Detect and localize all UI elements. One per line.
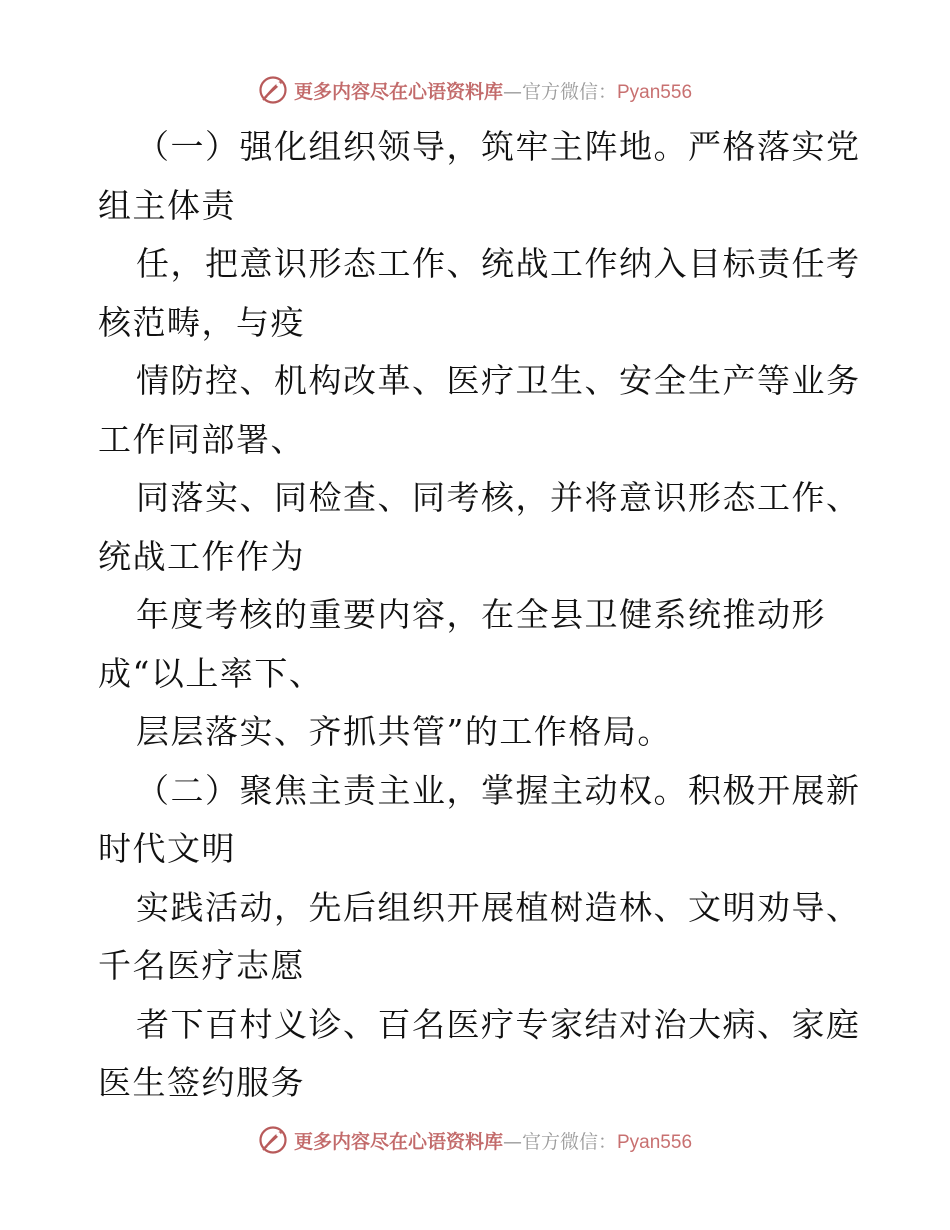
pen-logo-icon [258, 75, 288, 105]
header-watermark-banner [0, 70, 950, 110]
footer-watermark-banner [0, 1120, 950, 1160]
banner-wechat-id: Pyan556 [617, 81, 693, 103]
pen-logo-icon [258, 1125, 288, 1155]
body-text-line: （二）聚焦主责主业，掌握主动权。积极开展新 [136, 770, 861, 810]
body-text-line: （一）强化组织领导，筑牢主阵地。严格落实党 [136, 127, 861, 166]
body-text-line: 情防控、机构改革、医疗卫生、安全生产等业务 [136, 361, 861, 400]
banner-title: 更多内容尽在心语资料库 [293, 80, 503, 103]
body-text-line: 年度考核的重要内容，在全县卫健系统推动形 [136, 595, 826, 634]
body-text-line: 千名医疗志愿 [98, 946, 305, 985]
document-body [98, 118, 861, 1113]
body-text-line: 医生签约服务 [98, 1063, 305, 1102]
body-text-line: 组主体责 [98, 185, 236, 225]
body-text-line: 层层落实、齐抓共管”的工作格局。 [136, 712, 672, 751]
body-text-line: 时代文明 [98, 829, 236, 868]
body-text-line: 工作同部署、 [98, 419, 305, 459]
banner-title: 更多内容尽在心语资料库 [293, 1130, 503, 1153]
body-text-line: 同落实、同检查、同考核，并将意识形态工作、 [136, 478, 861, 517]
body-text-line: 者下百村义诊、百名医疗专家结对治大病、家庭 [136, 1004, 861, 1044]
body-text-line: 核范畴，与疫 [98, 302, 305, 342]
banner-wechat-label: —官方微信： [502, 1130, 617, 1153]
banner-wechat-label: —官方微信： [502, 80, 617, 103]
body-text-line: 任，把意识形态工作、统战工作纳入目标责任考 [136, 244, 861, 283]
banner-wechat-id: Pyan556 [617, 1131, 693, 1153]
body-text-line: 成“以上率下、 [98, 653, 324, 693]
body-text-line: 统战工作作为 [98, 536, 305, 576]
body-text-line: 实践活动，先后组织开展植树造林、文明劝导、 [136, 887, 861, 927]
